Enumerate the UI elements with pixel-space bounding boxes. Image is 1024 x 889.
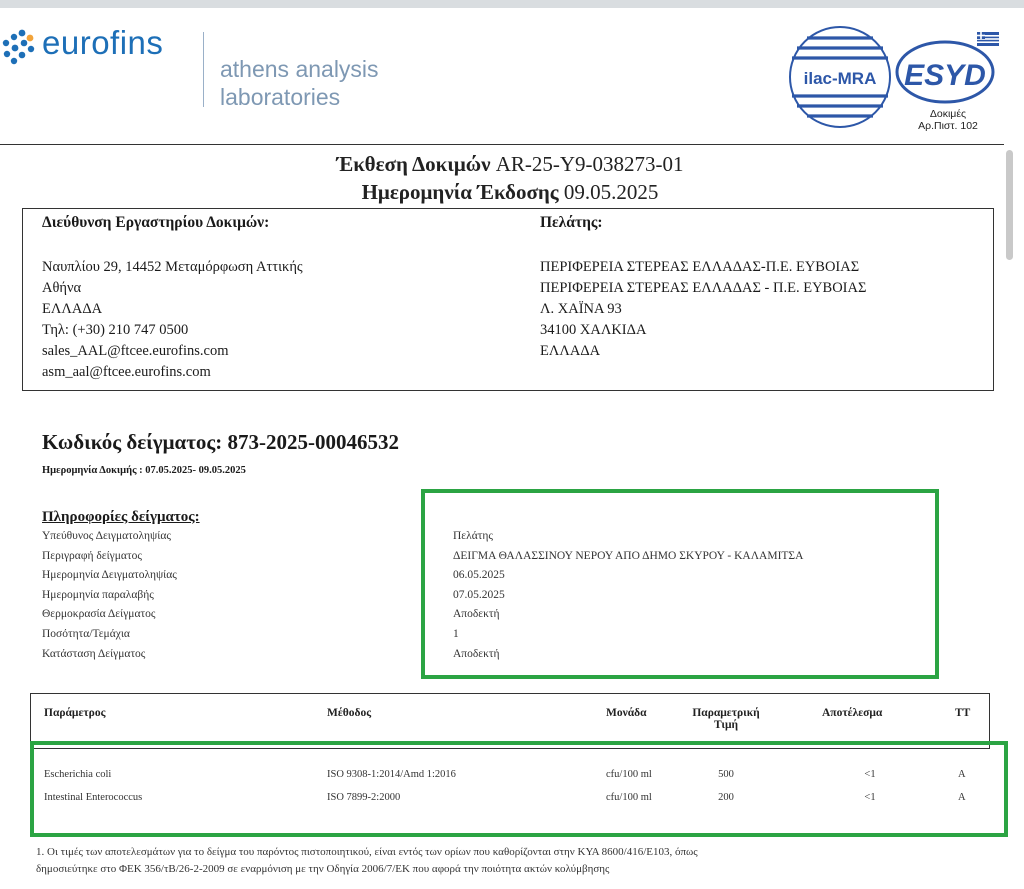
info-value-quantity: 1 — [453, 628, 459, 640]
top-bar — [0, 0, 1024, 8]
col-header-param-value-line2: Τιμή — [713, 719, 739, 731]
col-header-param-value-line1: Παραμετρική — [692, 707, 760, 719]
info-label: Κατάσταση Δείγματος — [42, 648, 146, 660]
lab-address-line: ΕΛΛΑΔΑ — [42, 301, 103, 317]
info-label: Θερμοκρασία Δείγματος — [42, 608, 156, 620]
footnote-line-2: δημοσιεύτηκε στο ΦΕΚ 356/τΒ/26-2-2009 σε εναρμόνιση με την Οδηγία 2006/7/ΕΚ που αφορά την ποιότητα ακτών κολύμβησης — [36, 863, 610, 875]
report-title-label: Έκθεση Δοκιμών — [336, 152, 491, 176]
highlight-box-results — [30, 741, 1008, 837]
info-value-temperature: Αποδεκτή — [453, 608, 500, 620]
col-header-result: Αποτέλεσμα — [822, 707, 883, 719]
sample-info-heading: Πληροφορίες δείγματος: — [42, 509, 200, 525]
sample-code — [42, 430, 399, 455]
report-number: AR-25-Y9-038273-01 — [495, 152, 684, 176]
brand-name: eurofins — [42, 24, 164, 61]
client-line: Λ. ΧΑΪΝΑ 93 — [540, 301, 622, 317]
scrollbar[interactable] — [1006, 150, 1013, 260]
test-date-label: Ημερομηνία Δοκιμής : — [42, 465, 143, 476]
test-dates — [42, 465, 246, 476]
col-header-method: Μέθοδος — [327, 707, 372, 719]
cell-method: ISO 7899-2:2000 — [327, 792, 401, 803]
info-value-description: ΔΕΙΓΜΑ ΘΑΛΑΣΣΙΝΟΥ ΝΕΡΟΥ ΑΠΟ ΔΗΜΟ ΣΚΥΡΟΥ - ΚΑΛΑΜΙΤΣΑ — [453, 550, 804, 562]
info-value-condition: Αποδεκτή — [453, 648, 500, 660]
footnote-line-1: 1. Οι τιμές των αποτελεσμάτων για το δείγμα του παρόντος πιστοποιητικού, είναι εντός των ορίων που καθορίζονται στην ΚΥΑ 8600/416/Ε103, όπως — [36, 846, 698, 858]
ilac-text: ilac-MRA — [803, 69, 877, 88]
info-value-receipt-date: 07.05.2025 — [453, 589, 505, 601]
client-line: 34100 ΧΑΛΚΙΔΑ — [540, 322, 647, 338]
issue-date-value: 09.05.2025 — [563, 180, 659, 204]
info-label: Περιγραφή δείγματος — [42, 550, 142, 562]
issue-date — [200, 180, 820, 205]
info-value-sampling-date: 06.05.2025 — [453, 569, 505, 581]
info-label: Ποσότητα/Τεμάχια — [42, 628, 130, 640]
lab-address-heading: Διεύθυνση Εργαστηρίου Δοκιμών: — [42, 214, 270, 231]
info-label: Ημερομηνία παραλαβής — [42, 589, 154, 601]
logo-divider — [203, 32, 204, 107]
client-line: ΠΕΡΙΦΕΡΕΙΑ ΣΤΕΡΕΑΣ ΕΛΛΑΔΑΣ-Π.Ε. ΕΥΒΟΙΑΣ — [540, 259, 860, 275]
client-heading: Πελάτης: — [540, 214, 603, 231]
greek-flag-icon — [977, 32, 999, 46]
cell-tt: A — [958, 792, 966, 803]
esyd-logo-icon — [893, 30, 1003, 108]
eurofins-logo-icon — [0, 28, 36, 68]
cell-tt: A — [958, 769, 966, 780]
info-label: Υπεύθυνος Δειγματοληψίας — [42, 530, 171, 542]
cell-method: ISO 9308-1:2014/Amd 1:2016 — [327, 769, 456, 780]
lab-name-line-1: athens analysis — [220, 56, 379, 82]
cell-unit: cfu/100 ml — [606, 792, 652, 803]
highlight-box-sample-info — [421, 489, 939, 679]
cell-result: <1 — [864, 769, 876, 780]
esyd-caption — [898, 108, 998, 132]
client-line: ΠΕΡΙΦΕΡΕΙΑ ΣΤΕΡΕΑΣ ΕΛΛΑΔΑΣ - Π.Ε. ΕΥΒΟΙΑΣ — [540, 280, 867, 296]
cell-param-value: 500 — [718, 769, 734, 780]
cell-result: <1 — [864, 792, 876, 803]
ilac-mra-logo-icon — [787, 24, 893, 130]
sample-code-value: 873-2025-00046532 — [227, 430, 399, 454]
info-value-sampler: Πελάτης — [453, 530, 493, 542]
col-header-unit: Μονάδα — [606, 707, 647, 719]
esyd-text: ESYD — [904, 59, 986, 92]
lab-name-line-2: laboratories — [220, 84, 341, 110]
cell-parameter: Intestinal Enterococcus — [44, 792, 143, 803]
esyd-caption-line-1: Δοκιμές — [929, 108, 967, 120]
sample-code-label: Κωδικός δείγματος: — [42, 430, 223, 454]
cell-unit: cfu/100 ml — [606, 769, 652, 780]
esyd-caption-line-2: Αρ.Πιστ. 102 — [918, 120, 978, 132]
client-line: ΕΛΛΑΔΑ — [540, 343, 601, 359]
cell-param-value: 200 — [718, 792, 734, 803]
col-header-param-value — [676, 707, 776, 731]
lab-phone: Τηλ: (+30) 210 747 0500 — [42, 322, 189, 338]
test-date-value: 07.05.2025- 09.05.2025 — [145, 465, 246, 476]
issue-date-label: Ημερομηνία Έκδοσης — [361, 180, 559, 204]
info-label: Ημερομηνία Δειγματοληψίας — [42, 569, 177, 581]
header-divider — [0, 144, 1004, 145]
report-title — [200, 152, 820, 177]
col-header-tt: ΤΤ — [955, 707, 971, 719]
col-header-parameter: Παράμετρος — [44, 707, 106, 719]
lab-address-line: Αθήνα — [42, 280, 82, 296]
lab-address-line: Ναυπλίου 29, 14452 Μεταμόρφωση Αττικής — [42, 259, 303, 275]
lab-email-asm[interactable]: asm_aal@ftcee.eurofins.com — [42, 364, 211, 380]
lab-email-sales[interactable]: sales_AAL@ftcee.eurofins.com — [42, 343, 229, 359]
cell-parameter: Escherichia coli — [44, 769, 112, 780]
